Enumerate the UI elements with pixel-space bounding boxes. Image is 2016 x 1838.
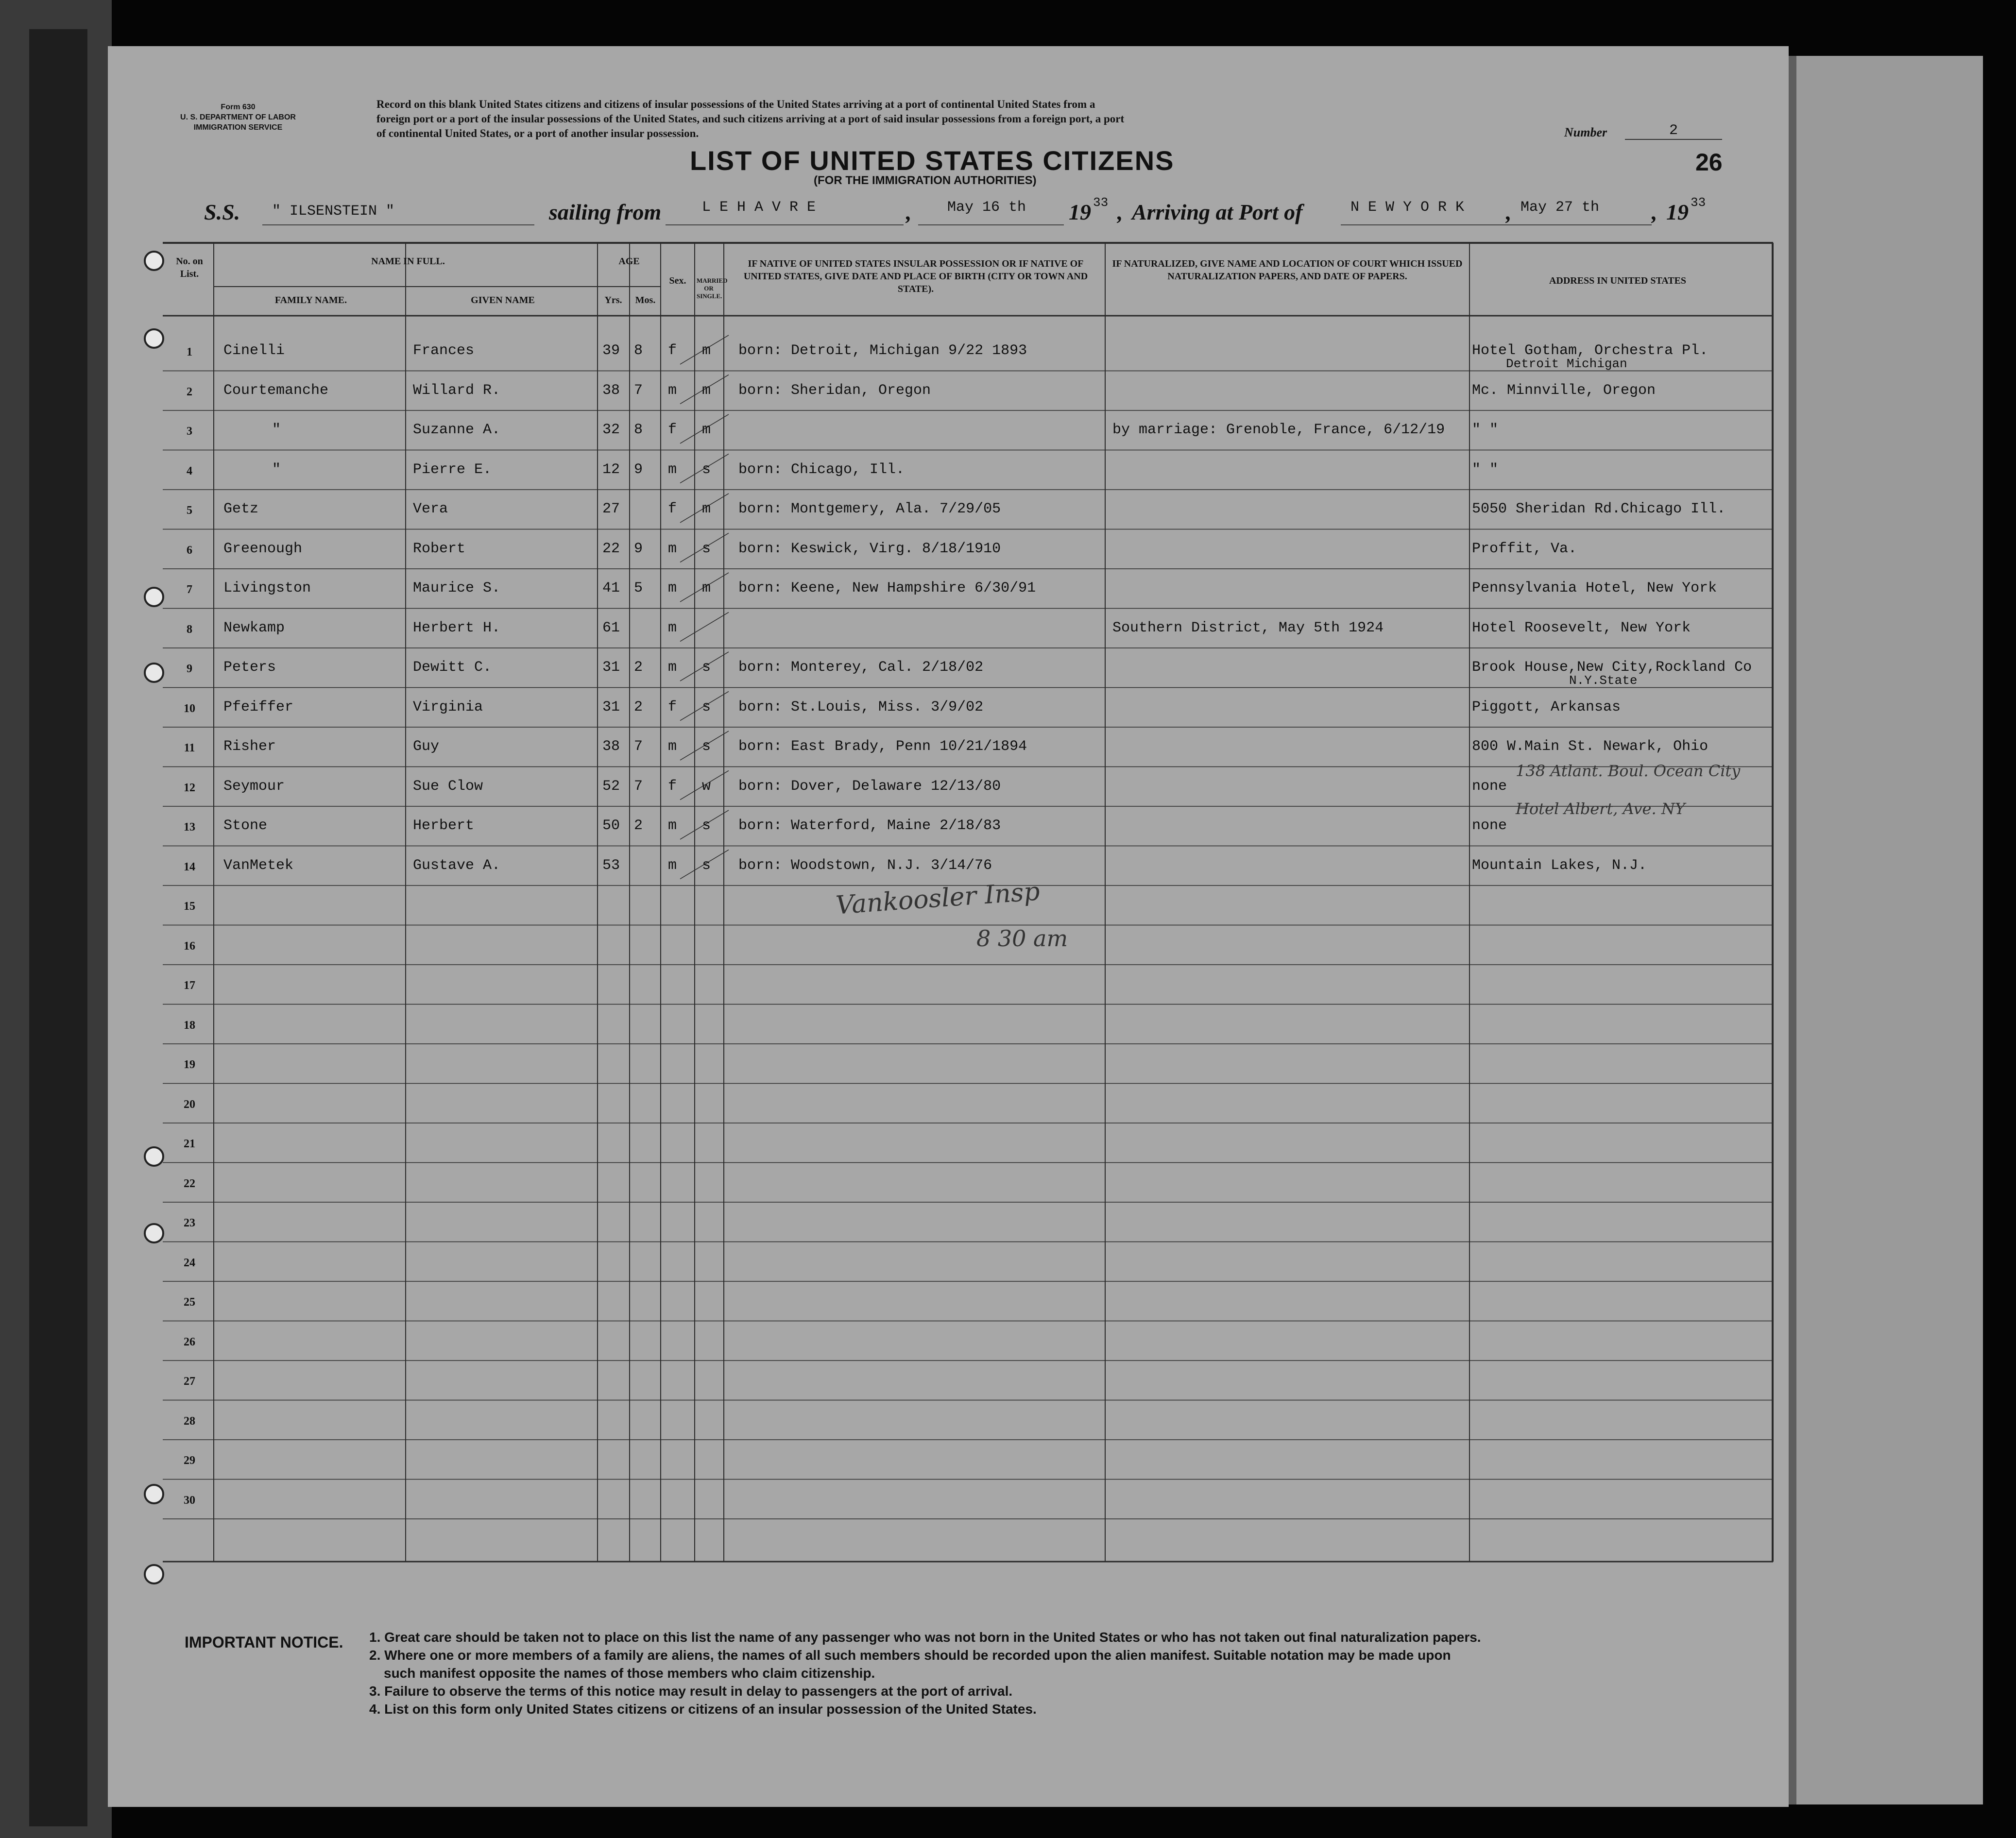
page-title: LIST OF UNITED STATES CITIZENS	[690, 145, 1175, 176]
marital-status-cell: m	[702, 580, 711, 596]
birthplace-cell: born: Monterey, Cal. 2/18/02	[738, 659, 984, 676]
family-name-cell: VanMetek	[223, 857, 294, 874]
row-number: 2	[187, 385, 192, 398]
binder-hole	[144, 1484, 164, 1504]
family-name-cell: Livingston	[223, 580, 311, 596]
header-sex: Sex.	[669, 275, 686, 286]
binder-hole	[144, 1146, 164, 1167]
family-name-cell: Getz	[223, 501, 259, 517]
age-years-cell: 39	[602, 342, 620, 359]
header-married-or-single: MARRIED OR SINGLE.	[697, 277, 728, 300]
instruction-line: foreign port or a port of the insular possessions of the United States, and such citizens arriving at a port of said insular possessions from a foreign port, a port	[376, 113, 1125, 125]
form-number: Form 630	[221, 103, 256, 111]
sex-cell: m	[668, 540, 677, 557]
age-months-cell: 9	[634, 461, 643, 478]
row-number: 27	[184, 1375, 195, 1388]
age-months-cell: 9	[634, 540, 643, 557]
arrival-year-prefix: 19	[1666, 200, 1689, 224]
departure-date: May 16 th	[947, 199, 1026, 216]
naturalization-cell: by marriage: Grenoble, France, 6/12/19	[1112, 422, 1445, 438]
notice-title: IMPORTANT NOTICE.	[185, 1634, 343, 1651]
age-years-cell: 12	[602, 461, 620, 478]
row-number: 30	[184, 1494, 195, 1507]
row-number: 24	[184, 1256, 195, 1269]
header-name-in-full: NAME IN FULL.	[371, 256, 445, 267]
arriving-label: Arriving at Port of	[1132, 200, 1303, 224]
row-number: 1	[187, 346, 192, 358]
row-number: 15	[184, 900, 195, 913]
family-name-cell: Greenough	[223, 540, 303, 557]
address-cell: Hotel Roosevelt, New York	[1472, 619, 1691, 636]
arrival-port: N E W Y O R K	[1350, 199, 1465, 216]
sex-cell: m	[668, 461, 677, 478]
sex-cell: m	[668, 857, 677, 874]
ship-name: " ILSENSTEIN "	[272, 203, 395, 220]
marital-status-cell: s	[702, 659, 711, 676]
sex-cell: m	[668, 659, 677, 676]
notice-item: 2. Where one or more members of a family are aliens, the names of all such members should be recorded upon the alien manifest. Suitable notation may be made upon	[369, 1648, 1451, 1663]
family-name-cell: Stone	[223, 817, 268, 834]
binder-hole	[144, 1223, 164, 1243]
sailing-from-label: sailing from	[549, 200, 662, 224]
row-number: 5	[187, 504, 192, 517]
marital-status-cell: s	[702, 540, 711, 557]
row-number: 14	[184, 860, 195, 873]
sex-cell: m	[668, 738, 677, 755]
row-number: 13	[184, 821, 195, 834]
binder-hole	[144, 251, 164, 271]
page-subtitle: (FOR THE IMMIGRATION AUTHORITIES)	[814, 174, 1037, 187]
given-name-cell: Maurice S.	[413, 580, 501, 596]
family-name-cell: Pfeiffer	[223, 698, 294, 715]
address-cell-line2: N.Y.State	[1569, 673, 1638, 688]
service-name: IMMIGRATION SERVICE	[193, 123, 283, 132]
department-name: U. S. DEPARTMENT OF LABOR	[180, 113, 296, 121]
row-number: 8	[187, 623, 192, 636]
page-number: 26	[1695, 149, 1723, 176]
sex-cell: f	[668, 778, 677, 795]
family-name-cell: "	[272, 461, 281, 478]
address-cell: 5050 Sheridan Rd.Chicago Ill.	[1472, 501, 1726, 517]
given-name-cell: Herbert H.	[413, 619, 501, 636]
header-naturalized: IF NATURALIZED, GIVE NAME AND LOCATION OF COURT WHICH ISSUED NATURALIZATION PAPERS, AND DATE OF PAPERS.	[1112, 258, 1463, 282]
binder-hole	[144, 1564, 164, 1584]
marital-status-cell: s	[702, 857, 711, 874]
address-cell: Mc. Minnville, Oregon	[1472, 382, 1656, 399]
header-address: ADDRESS IN UNITED STATES	[1549, 275, 1687, 286]
age-years-cell: 22	[602, 540, 620, 557]
row-number: 26	[184, 1335, 195, 1348]
header-native: IF NATIVE OF UNITED STATES INSULAR POSSESSION OR IF NATIVE OF UNITED STATES, GIVE DATE AND PLACE OF BIRTH (CITY OR TOWN AND STATE).	[743, 258, 1088, 294]
address-cell-line2: Detroit Michigan	[1506, 357, 1627, 371]
ss-label: S.S.	[204, 200, 240, 224]
birthplace-cell: born: Keswick, Virg. 8/18/1910	[738, 540, 1001, 557]
row-number: 6	[187, 544, 192, 557]
address-cell: Proffit, Va.	[1472, 540, 1577, 557]
sex-cell: m	[668, 817, 677, 834]
row-number: 10	[184, 702, 195, 715]
row-number: 23	[184, 1217, 195, 1229]
header-given-name: GIVEN NAME	[471, 295, 535, 306]
row-number: 3	[187, 425, 192, 438]
family-name-cell: "	[272, 422, 281, 438]
row-number: 19	[184, 1058, 195, 1071]
address-cell: " "	[1472, 461, 1499, 478]
arrival-year-suffix: 33	[1691, 195, 1706, 210]
marital-status-cell: s	[702, 461, 711, 478]
given-name-cell: Frances	[413, 342, 475, 359]
row-number: 12	[184, 781, 195, 794]
given-name-cell: Suzanne A.	[413, 422, 501, 438]
header-mos: Mos.	[635, 295, 656, 306]
marital-status-cell: s	[702, 738, 711, 755]
row-number: 9	[187, 663, 192, 675]
instruction-line: Record on this blank United States citizens and citizens of insular possessions of the United States arriving at a port of continental United States from a	[376, 98, 1095, 110]
age-years-cell: 52	[602, 778, 620, 795]
age-years-cell: 31	[602, 698, 620, 715]
given-name-cell: Dewitt C.	[413, 659, 492, 676]
age-years-cell: 50	[602, 817, 620, 834]
header-no-on-list: No. on List.	[176, 256, 203, 279]
age-months-cell: 5	[634, 580, 643, 596]
notice-item: 1. Great care should be taken not to place on this list the name of any passenger who was not born in the United States or who has not taken out final naturalization papers.	[369, 1630, 1481, 1645]
naturalization-cell: Southern District, May 5th 1924	[1112, 619, 1384, 636]
row-number: 4	[187, 464, 192, 477]
given-name-cell: Robert	[413, 540, 466, 557]
age-months-cell: 7	[634, 778, 643, 795]
address-cell: 800 W.Main St. Newark, Ohio	[1472, 738, 1708, 755]
age-months-cell: 7	[634, 738, 643, 755]
age-years-cell: 53	[602, 857, 620, 874]
birthplace-cell: born: St.Louis, Miss. 3/9/02	[738, 698, 984, 715]
marital-status-cell: m	[702, 342, 711, 359]
row-number: 22	[184, 1177, 195, 1190]
marital-status-cell: s	[702, 698, 711, 715]
marital-status-cell: m	[702, 422, 711, 438]
given-name-cell: Pierre E.	[413, 461, 492, 478]
notice-item: 3. Failure to observe the terms of this notice may result in delay to passengers at the port of arrival.	[369, 1684, 1013, 1699]
departure-port: L E H A V R E	[702, 199, 816, 216]
number-value: 2	[1625, 122, 1722, 140]
handwritten-address-note: 138 Atlant. Boul. Ocean City	[1516, 762, 1741, 780]
notice-item: such manifest opposite the names of those members who claim citizenship.	[384, 1666, 875, 1681]
sex-cell: m	[668, 580, 677, 596]
given-name-cell: Vera	[413, 501, 448, 517]
age-months-cell: 7	[634, 382, 643, 399]
binder-hole	[144, 587, 164, 607]
row-number: 29	[184, 1454, 195, 1467]
binder-hole	[144, 328, 164, 349]
row-number: 21	[184, 1138, 195, 1150]
marital-status-cell: m	[702, 382, 711, 399]
birthplace-cell: born: Waterford, Maine 2/18/83	[738, 817, 1001, 834]
family-name-cell: Newkamp	[223, 619, 285, 636]
family-name-cell: Courtemanche	[223, 382, 329, 399]
sex-cell: f	[668, 422, 677, 438]
row-number: 25	[184, 1296, 195, 1309]
age-years-cell: 38	[602, 382, 620, 399]
age-years-cell: 41	[602, 580, 620, 596]
birthplace-cell: born: Detroit, Michigan 9/22 1893	[738, 342, 1027, 359]
arrival-date: May 27 th	[1521, 199, 1600, 216]
given-name-cell: Gustave A.	[413, 857, 501, 874]
sex-cell: m	[668, 619, 677, 636]
row-number: 17	[184, 979, 195, 992]
birthplace-cell: born: Woodstown, N.J. 3/14/76	[738, 857, 992, 874]
age-years-cell: 32	[602, 422, 620, 438]
notice-item: 4. List on this form only United States citizens or citizens of an insular possession of the United States.	[369, 1702, 1037, 1717]
birthplace-cell: born: Dover, Delaware 12/13/80	[738, 778, 1001, 795]
address-cell: none	[1472, 817, 1507, 834]
given-name-cell: Sue Clow	[413, 778, 483, 795]
age-months-cell: 2	[634, 698, 643, 715]
age-years-cell: 31	[602, 659, 620, 676]
inspector-signature: Vankoosler Insp	[835, 877, 1041, 920]
address-cell: Mountain Lakes, N.J.	[1472, 857, 1647, 874]
birthplace-cell: born: Keene, New Hampshire 6/30/91	[738, 580, 1036, 596]
birthplace-cell: born: Sheridan, Oregon	[738, 382, 931, 399]
address-cell: none	[1472, 778, 1507, 795]
departure-year-prefix: 19	[1069, 200, 1091, 224]
marital-status-cell: m	[702, 501, 711, 517]
age-years-cell: 27	[602, 501, 620, 517]
given-name-cell: Herbert	[413, 817, 475, 834]
header-family-name: FAMILY NAME.	[274, 295, 347, 306]
age-years-cell: 61	[602, 619, 620, 636]
binder-hole	[144, 663, 164, 683]
age-months-cell: 2	[634, 817, 643, 834]
header-yrs: Yrs.	[604, 295, 622, 306]
marital-status-cell: s	[702, 817, 711, 834]
row-number: 16	[184, 939, 195, 953]
row-number: 7	[187, 583, 192, 596]
row-number: 11	[184, 742, 195, 754]
birthplace-cell: born: Chicago, Ill.	[738, 461, 905, 478]
birthplace-cell: born: East Brady, Penn 10/21/1894	[738, 738, 1027, 755]
given-name-cell: Willard R.	[413, 382, 501, 399]
age-months-cell: 8	[634, 422, 643, 438]
age-months-cell: 2	[634, 659, 643, 676]
given-name-cell: Guy	[413, 738, 440, 755]
age-months-cell: 8	[634, 342, 643, 359]
family-name-cell: Risher	[223, 738, 276, 755]
family-name-cell: Seymour	[223, 778, 285, 795]
sex-cell: m	[668, 382, 677, 399]
address-cell: Hotel Gotham, Orchestra Pl.	[1472, 342, 1708, 359]
handwritten-address-note: Hotel Albert, Ave. NY	[1516, 800, 1685, 818]
birthplace-cell: born: Montgemery, Ala. 7/29/05	[738, 501, 1001, 517]
address-cell: Piggott, Arkansas	[1472, 698, 1621, 715]
age-years-cell: 38	[602, 738, 620, 755]
departure-year-suffix: 33	[1093, 195, 1109, 210]
marital-status-cell: w	[702, 778, 711, 795]
header-age: AGE	[618, 256, 640, 267]
address-cell: Pennsylvania Hotel, New York	[1472, 580, 1717, 596]
row-number: 18	[184, 1019, 195, 1032]
sex-cell: f	[668, 342, 677, 359]
family-name-cell: Peters	[223, 659, 276, 676]
address-cell: " "	[1472, 422, 1499, 438]
row-number: 20	[184, 1098, 195, 1111]
address-cell: Brook House,New City,Rockland Co	[1472, 659, 1752, 676]
given-name-cell: Virginia	[413, 698, 483, 715]
family-name-cell: Cinelli	[223, 342, 285, 359]
instruction-line: of continental United States, or a port of another insular possession.	[376, 127, 699, 139]
sex-cell: f	[668, 698, 677, 715]
number-label: Number	[1564, 125, 1607, 139]
row-number: 28	[184, 1414, 195, 1428]
sex-cell: f	[668, 501, 677, 517]
inspection-time: 8 30 am	[976, 925, 1068, 952]
